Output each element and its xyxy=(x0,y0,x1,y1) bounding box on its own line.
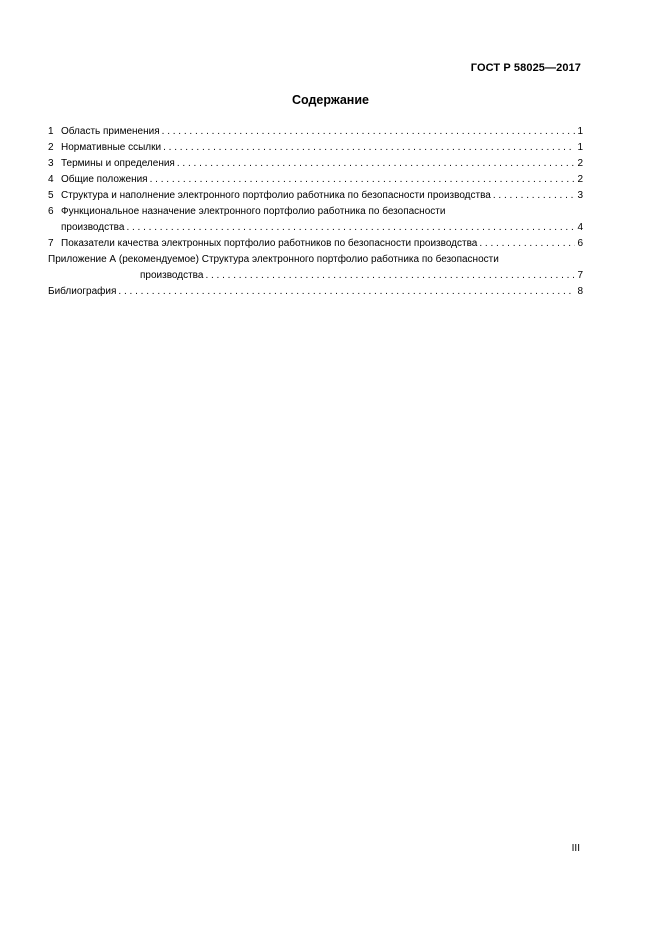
toc-entry-title: Область применения xyxy=(61,126,160,137)
toc-entry-page: 2 xyxy=(577,158,583,169)
dot-leader xyxy=(118,284,575,300)
toc-entry-1[interactable] xyxy=(48,124,583,140)
dot-leader xyxy=(177,156,575,172)
page-number: III xyxy=(571,843,580,854)
toc-entry-5[interactable] xyxy=(48,188,583,204)
dot-leader xyxy=(205,268,575,284)
toc-entry-title-continued: производства xyxy=(140,270,204,281)
dot-leader xyxy=(150,172,575,188)
toc-entry-page: 7 xyxy=(577,270,583,281)
toc-entry-6[interactable] xyxy=(48,204,583,236)
toc-entry-page: 1 xyxy=(577,126,583,137)
toc-entry-page: 8 xyxy=(577,286,583,297)
toc-entry-3[interactable] xyxy=(48,156,583,172)
toc-entry-title: Функциональное назначение электронного портфолио работника по безопасности xyxy=(61,206,446,217)
dot-leader xyxy=(493,188,575,204)
toc-entry-title: Приложение А (рекомендуемое) Структура электронного портфолио работника по безопасности xyxy=(48,254,499,265)
toc-entry-title: Библиография xyxy=(48,286,117,297)
toc-entry-page: 6 xyxy=(577,238,583,249)
toc-entry-number: 6 xyxy=(48,206,54,217)
toc-entry-title-continued: производства xyxy=(61,222,125,233)
toc-entry-number: 3 xyxy=(48,158,54,169)
toc-entry-number: 5 xyxy=(48,190,54,201)
toc-entry-7[interactable] xyxy=(48,236,583,252)
toc-entry-title: Нормативные ссылки xyxy=(61,142,162,153)
toc-entry-title: Структура и наполнение электронного портфолио работника по безопасности производства xyxy=(61,190,491,201)
toc-entry-title: Общие положения xyxy=(61,174,148,185)
toc-entry-page: 1 xyxy=(577,142,583,153)
toc-entry-number: 7 xyxy=(48,238,54,249)
toc-entry-title: Показатели качества электронных портфолио работников по безопасности производства xyxy=(61,238,478,249)
toc-entry-page: 3 xyxy=(577,190,583,201)
toc-entry-4[interactable] xyxy=(48,172,583,188)
toc-entry-2[interactable] xyxy=(48,140,583,156)
toc-entry-number: 1 xyxy=(48,126,54,137)
toc-entry-page: 2 xyxy=(577,174,583,185)
dot-leader xyxy=(479,236,575,252)
dot-leader xyxy=(126,220,575,236)
toc-entry-page: 4 xyxy=(577,222,583,233)
toc-entry-number: 2 xyxy=(48,142,54,153)
toc-entry-number: 4 xyxy=(48,174,54,185)
table-of-contents xyxy=(48,124,583,300)
toc-entry-title: Термины и определения xyxy=(61,158,175,169)
dot-leader xyxy=(162,124,575,140)
toc-entry-appendix-a[interactable] xyxy=(48,252,583,284)
toc-title: Содержание xyxy=(291,93,369,107)
dot-leader xyxy=(163,140,575,156)
document-code: ГОСТ Р 58025—2017 xyxy=(470,62,581,74)
toc-entry-bibliography[interactable] xyxy=(48,284,583,300)
